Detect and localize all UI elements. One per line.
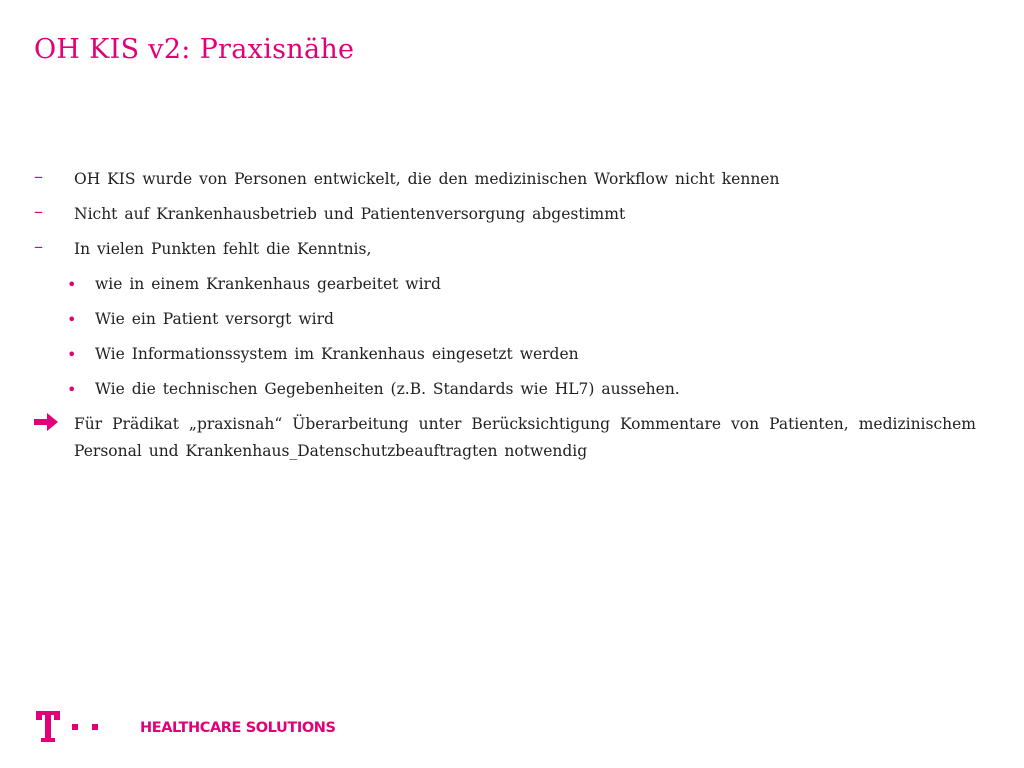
list-item-text: Nicht auf Krankenhausbetrieb und Patientenversorgung abgestimmt bbox=[74, 205, 626, 223]
brand-name: HEALTHCARE SOLUTIONS bbox=[140, 720, 336, 736]
sub-list-item bbox=[34, 271, 976, 298]
telekom-t-logo bbox=[36, 708, 106, 744]
slide-title: OH KIS v2: Praxisnähe bbox=[34, 34, 355, 65]
sub-list-item-text: Wie Informationssystem im Krankenhaus eingesetzt werden bbox=[95, 345, 579, 363]
bullet-marker: • bbox=[67, 380, 77, 399]
right-arrow-icon bbox=[34, 413, 58, 440]
sub-list-item bbox=[34, 376, 976, 403]
dash-marker: – bbox=[34, 201, 43, 222]
conclusion-item bbox=[34, 411, 976, 465]
sub-list-item bbox=[34, 306, 976, 333]
sub-list-item-text: Wie die technischen Gegebenheiten (z.B. Standards wie HL7) aussehen. bbox=[95, 380, 680, 398]
sub-list-item-text: Wie ein Patient versorgt wird bbox=[95, 310, 334, 328]
list-item-text: OH KIS wurde von Personen entwickelt, die den medizinischen Workflow nicht kennen bbox=[74, 170, 780, 188]
sub-list-item bbox=[34, 341, 976, 368]
dash-marker: – bbox=[34, 236, 43, 257]
slide-content bbox=[34, 166, 976, 473]
list-item bbox=[34, 201, 976, 228]
bullet-marker: • bbox=[67, 310, 77, 329]
bullet-marker: • bbox=[67, 345, 77, 364]
bullet-marker: • bbox=[67, 275, 77, 294]
list-item-text: In vielen Punkten fehlt die Kenntnis, bbox=[74, 240, 372, 258]
sub-list-item-text: wie in einem Krankenhaus gearbeitet wird bbox=[95, 275, 441, 293]
footer bbox=[36, 708, 336, 748]
list-item bbox=[34, 236, 976, 263]
dash-marker: – bbox=[34, 166, 43, 187]
conclusion-text: Für Prädikat „praxisnah“ Überarbeitung unter Berücksichtigung Kommentare von Patienten, medizinischem Personal und Krankenhaus_Datenschutzbeauftragten notwendig bbox=[74, 415, 976, 460]
list-item bbox=[34, 166, 976, 193]
